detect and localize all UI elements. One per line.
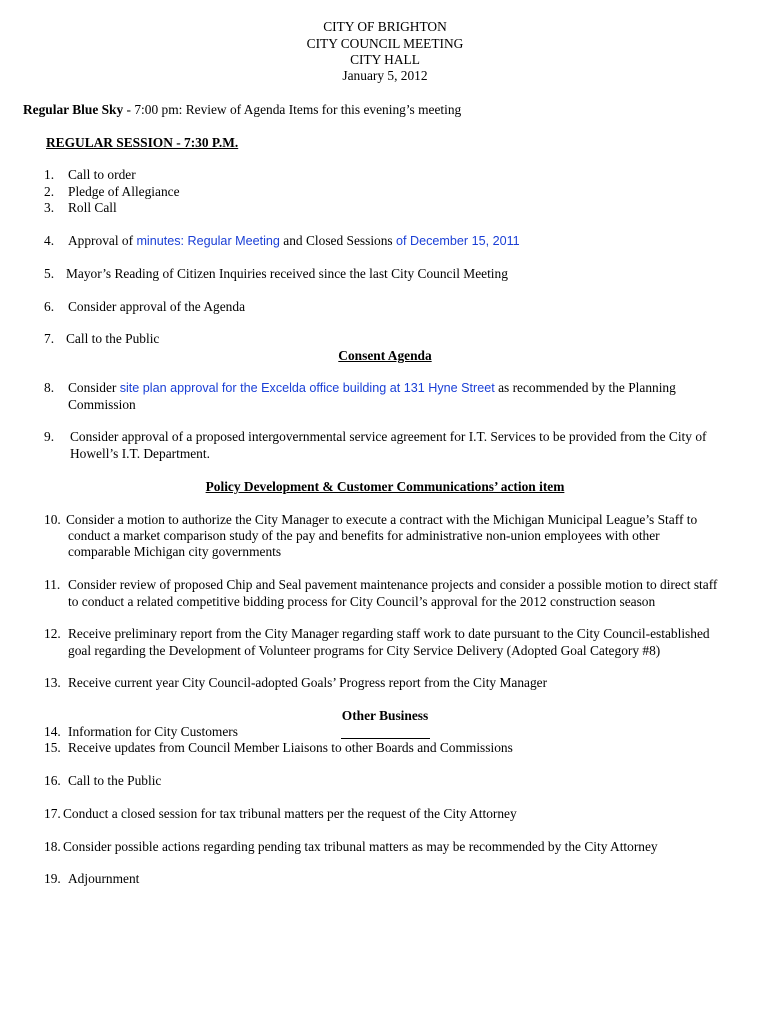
item-number: 6. <box>44 299 55 314</box>
agenda-item <box>44 266 508 282</box>
item-text: Call to order <box>68 167 136 182</box>
minutes-link[interactable]: minutes: Regular Meeting <box>136 234 280 248</box>
agenda-item <box>44 577 717 593</box>
agenda-item <box>44 740 513 756</box>
item-continuation: comparable Michigan city governments <box>68 544 282 559</box>
item-text: Consider possible actions regarding pending tax tribunal matters as may be recommended by the City Attorney <box>63 839 658 854</box>
agenda-item <box>44 512 697 528</box>
signature-rule <box>341 738 430 739</box>
agenda-item <box>44 380 676 396</box>
item-number: 18. <box>44 839 61 854</box>
item-continuation: Howell’s I.T. Department. <box>70 446 210 461</box>
item-text: Consider approval of a proposed intergovernmental service agreement for I.T. Services to be provided from the City of <box>70 429 707 444</box>
item-text: Approval of <box>68 233 137 248</box>
agenda-item <box>44 200 117 216</box>
blue-sky-text: - 7:00 pm: Review of Agenda Items for this evening’s meeting <box>123 102 462 117</box>
item-text: Call to the Public <box>66 331 160 346</box>
item-number: 11. <box>44 577 61 592</box>
header-meeting: CITY COUNCIL MEETING <box>306 36 464 51</box>
item-text: Consider a motion to authorize the City Manager to execute a contract with the Michigan Municipal League’s Staff to <box>66 512 698 527</box>
agenda-item <box>44 626 710 642</box>
item-number: 3. <box>44 200 55 215</box>
item-text: Information for City Customers <box>68 724 238 739</box>
other-business-heading: Other Business <box>341 708 429 723</box>
regular-session-heading: REGULAR SESSION - 7:30 P.M. <box>46 135 239 150</box>
item-text: Consider approval of the Agenda <box>68 299 246 314</box>
item-text: Pledge of Allegiance <box>68 184 180 199</box>
blue-sky-label: Regular Blue Sky <box>23 102 124 117</box>
item-number: 5. <box>44 266 55 281</box>
item-text: Roll Call <box>68 200 117 215</box>
agenda-item <box>44 299 245 315</box>
item-text: Consider <box>68 380 120 395</box>
item-number: 12. <box>44 626 61 641</box>
agenda-item <box>44 331 159 347</box>
agenda-item <box>44 806 517 822</box>
agenda-item <box>44 429 706 445</box>
item-number: 19. <box>44 871 61 886</box>
item-number: 14. <box>44 724 61 739</box>
item-number: 17. <box>44 806 61 821</box>
item-continuation: conduct a market comparison study of the pay and benefits for administrative non-union employees with other <box>68 528 660 543</box>
item-text: and Closed Sessions <box>279 233 396 248</box>
item-number: 10. <box>44 512 61 527</box>
item-text: as recommended by the Planning <box>494 380 676 395</box>
consent-agenda-heading: Consent Agenda <box>338 348 432 363</box>
agenda-item <box>44 773 161 789</box>
item-text: Receive updates from Council Member Liaisons to other Boards and Commissions <box>68 740 513 755</box>
item-continuation: Commission <box>68 397 136 412</box>
item-continuation: goal regarding the Development of Volunteer programs for City Service Delivery (Adopted Goal Category #8) <box>68 643 661 658</box>
agenda-item <box>44 871 139 887</box>
item-number: 2. <box>44 184 55 199</box>
header-city: CITY OF BRIGHTON <box>323 19 447 34</box>
item-text: Mayor’s Reading of Citizen Inquiries received since the last City Council Meeting <box>66 266 508 281</box>
header-date: January 5, 2012 <box>342 68 428 83</box>
policy-heading: Policy Development & Customer Communications’ action item <box>205 479 565 494</box>
item-number: 15. <box>44 740 61 755</box>
blue-sky-line <box>23 102 461 118</box>
item-number: 9. <box>44 429 55 444</box>
item-text: Receive preliminary report from the City Manager regarding staff work to date pursuant to the City Council-established <box>68 626 710 641</box>
item-text: Call to the Public <box>68 773 162 788</box>
item-number: 13. <box>44 675 61 690</box>
agenda-item <box>44 675 547 691</box>
agenda-item <box>44 839 658 855</box>
closed-session-date-link[interactable]: of December 15, 2011 <box>396 234 520 248</box>
site-plan-link[interactable]: site plan approval for the Excelda office building at 131 Hyne Street <box>119 381 495 395</box>
item-number: 7. <box>44 331 55 346</box>
item-text: Conduct a closed session for tax tribunal matters per the request of the City Attorney <box>63 806 517 821</box>
item-number: 1. <box>44 167 55 182</box>
item-text: Consider review of proposed Chip and Seal pavement maintenance projects and consider a possible motion to direct staff <box>68 577 718 592</box>
item-text: Adjournment <box>68 871 140 886</box>
item-continuation: to conduct a related competitive bidding process for City Council’s approval for the 2012 construction season <box>68 594 656 609</box>
item-text: Receive current year City Council-adopted Goals’ Progress report from the City Manager <box>68 675 548 690</box>
agenda-item <box>44 724 238 740</box>
agenda-item <box>44 184 180 200</box>
item-number: 4. <box>44 233 55 248</box>
item-number: 8. <box>44 380 55 395</box>
header-location: CITY HALL <box>350 52 420 67</box>
agenda-item <box>44 233 520 249</box>
agenda-item <box>44 167 136 183</box>
item-number: 16. <box>44 773 61 788</box>
